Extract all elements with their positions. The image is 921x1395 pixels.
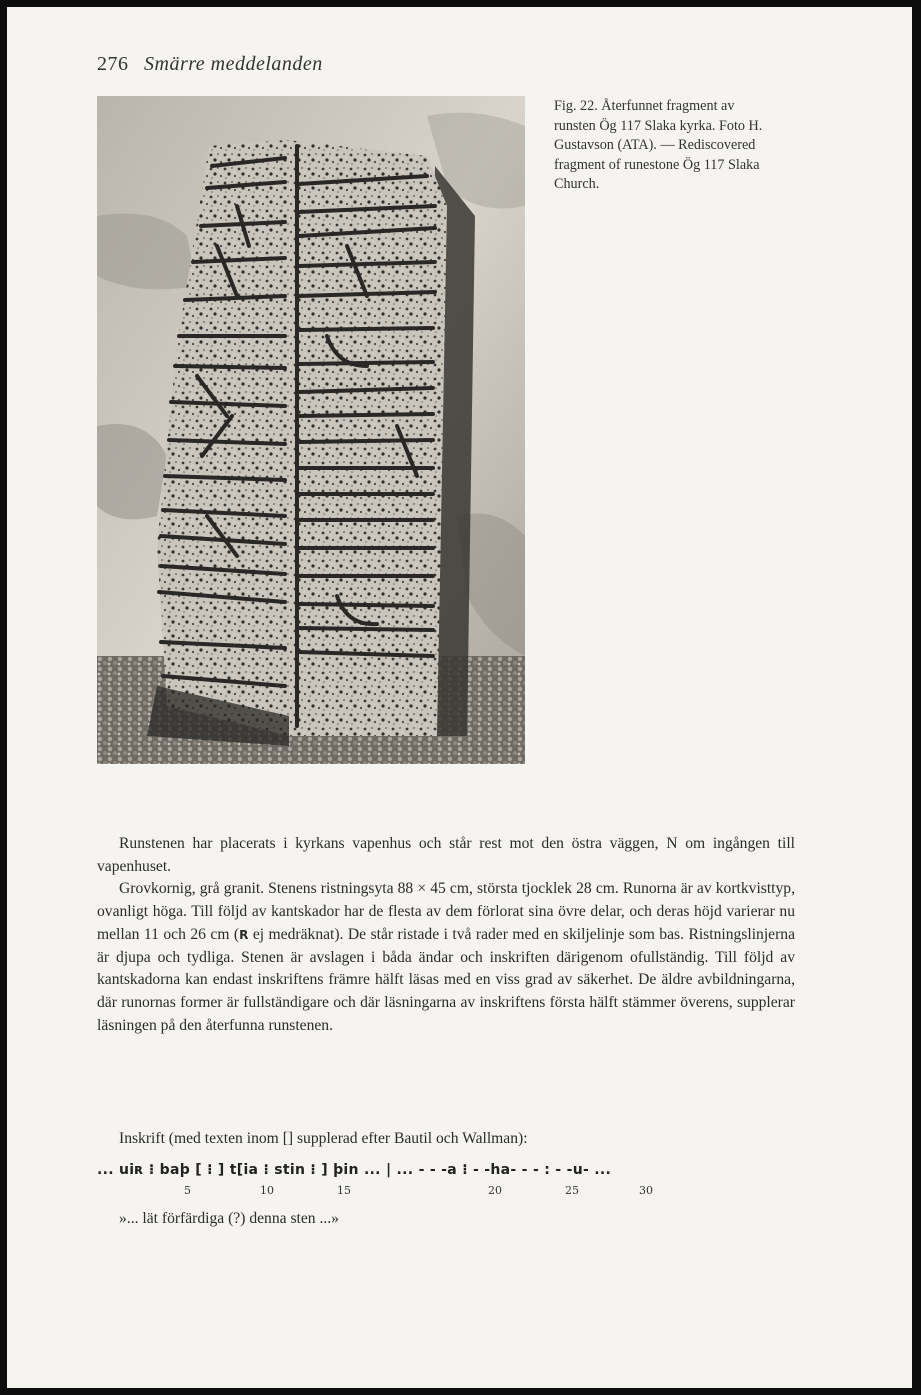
figure-caption: Fig. 22. Återfunnet fragment av runsten Ög 117 Slaka kyrka. Foto H. Gustavson (ATA). — Rediscovered fragment of runestone Ög 117 Slaka Church. bbox=[554, 98, 763, 193]
position-number: 10 bbox=[260, 1184, 274, 1197]
page-number: 276 bbox=[97, 53, 129, 75]
inscription-intro: Inskrift (med texten inom [] supplerad efter Bautil och Wallman): bbox=[119, 1130, 528, 1147]
rune-r-glyph: R bbox=[239, 927, 249, 942]
body-text bbox=[97, 833, 795, 1037]
position-number: 30 bbox=[639, 1184, 653, 1197]
paragraph-description-part1: Grovkornig, grå granit. Stenens ristningsyta 88 × 45 cm, största tjocklek 28 cm. Runorna är av kortkvisttyp, ovanligt höga. Till följd av kantskador har de flesta av dem förlorat sina övre delar, och deras höjd varierar nu mellan 11 och 26 cm ( bbox=[97, 880, 795, 943]
running-header bbox=[97, 53, 323, 76]
position-number: 5 bbox=[184, 1184, 191, 1197]
inscription-transliteration: ... uiʀ ⁝ baþ [ ⁝ ] t[ia ⁝ stin ⁝ ] þin ... | ... - - -a ⁝ - -ha- - - : - -u- ... bbox=[97, 1162, 612, 1178]
position-number: 25 bbox=[565, 1184, 579, 1197]
paragraph-location: Runstenen har placerats i kyrkans vapenhus och står rest mot den östra väggen, N om ingången till vapenhuset. bbox=[97, 835, 795, 875]
paragraph-description bbox=[97, 878, 795, 1037]
position-number: 20 bbox=[488, 1184, 502, 1197]
inscription-translation: »... lät förfärdiga (?) denna sten ...» bbox=[119, 1210, 339, 1227]
runestone-photo bbox=[97, 96, 525, 764]
page bbox=[7, 7, 912, 1388]
running-title: Smärre meddelanden bbox=[144, 53, 323, 75]
paragraph-description-part2: ej medräknat). De står ristade i två rader med en skiljelinje som bas. Ristningslinjerna är djupa och tydliga. Stenen är avslagen i båda ändar och inskriften därigenom ofullständig. Till följd av kantskadorna kan endast inskriftens främre hälft läsas med en viss grad av säkerhet. De äldre avbildningarna, där runornas former är fullständigare och där läsningarna av inskriftens första hälft stämmer överens, supplerar läsningen på den återfunna runstenen. bbox=[97, 925, 795, 1034]
position-number: 15 bbox=[337, 1184, 351, 1197]
rune-position-numbers bbox=[7, 1184, 921, 1200]
